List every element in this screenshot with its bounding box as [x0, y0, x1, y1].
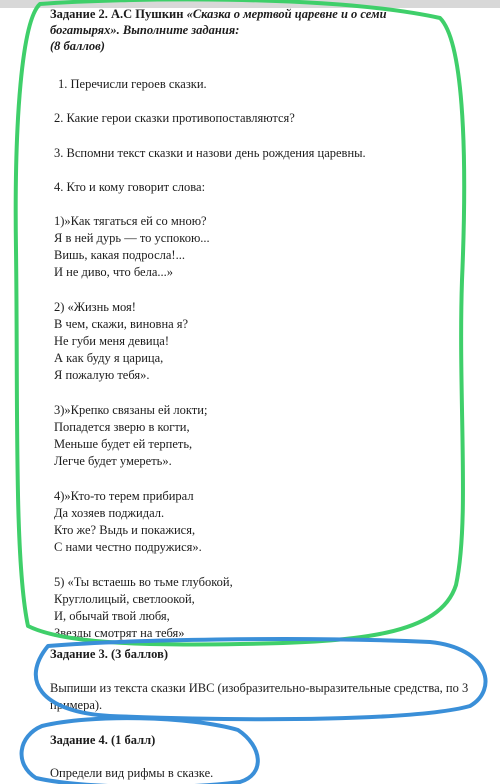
quote-3: 3)»Крепко связаны ей локти; Попадется зверю в когти, Меньше будет ей терпеть, Легче будет умереть». [54, 403, 208, 468]
task3-text-line1: Выпиши из текста сказки ИВС (изобразительно-выразительные средства, по 3 [50, 681, 469, 695]
task4-title: Задание 4. (1 балл) [50, 733, 156, 747]
quote-4: 4)»Кто-то терем прибирал Да хозяев поджидал. Кто же? Выдь и покажися, С нами честно подружися». [54, 489, 202, 554]
quote-2: 2) «Жизнь моя! В чем, скажи, виновна я? Не губи меня девица! А как буду я царица, Я пожалую тебя». [54, 300, 189, 382]
question-1: 1. Перечисли героев сказки. [58, 77, 207, 91]
task4-text: Определи вид рифмы в сказке. [50, 766, 214, 780]
question-3: 3. Вспомни текст сказки и назови день рождения царевны. [54, 146, 366, 160]
quote-1: 1)»Как тягаться ей со мною? Я в ней дурь — то успокою... Вишь, какая подросла!... И не диво, что бела...» [54, 214, 210, 279]
blue-outline-task4 [22, 718, 258, 784]
quote-5: 5) «Ты встаешь во тьме глубокой, Круглолицый, светлоокой, И, обычай твой любя, Звезды смотрят на тебя» [54, 575, 233, 640]
task2-points: (8 баллов) [50, 39, 105, 53]
task2-title-line1: Задание 2. А.С Пушкин «Сказка о мертвой царевне и о семи [50, 7, 387, 21]
question-4: 4. Кто и кому говорит слова: [54, 180, 206, 194]
blue-outline-task3 [36, 639, 486, 719]
task3-text-line2: примера). [50, 698, 103, 712]
task3-title: Задание 3. (3 баллов) [50, 647, 169, 661]
task2-title-line2: богатырях». Выполните задания: [50, 23, 240, 37]
green-outline [16, 0, 464, 644]
question-2: 2. Какие герои сказки противопоставляются? [54, 111, 295, 125]
